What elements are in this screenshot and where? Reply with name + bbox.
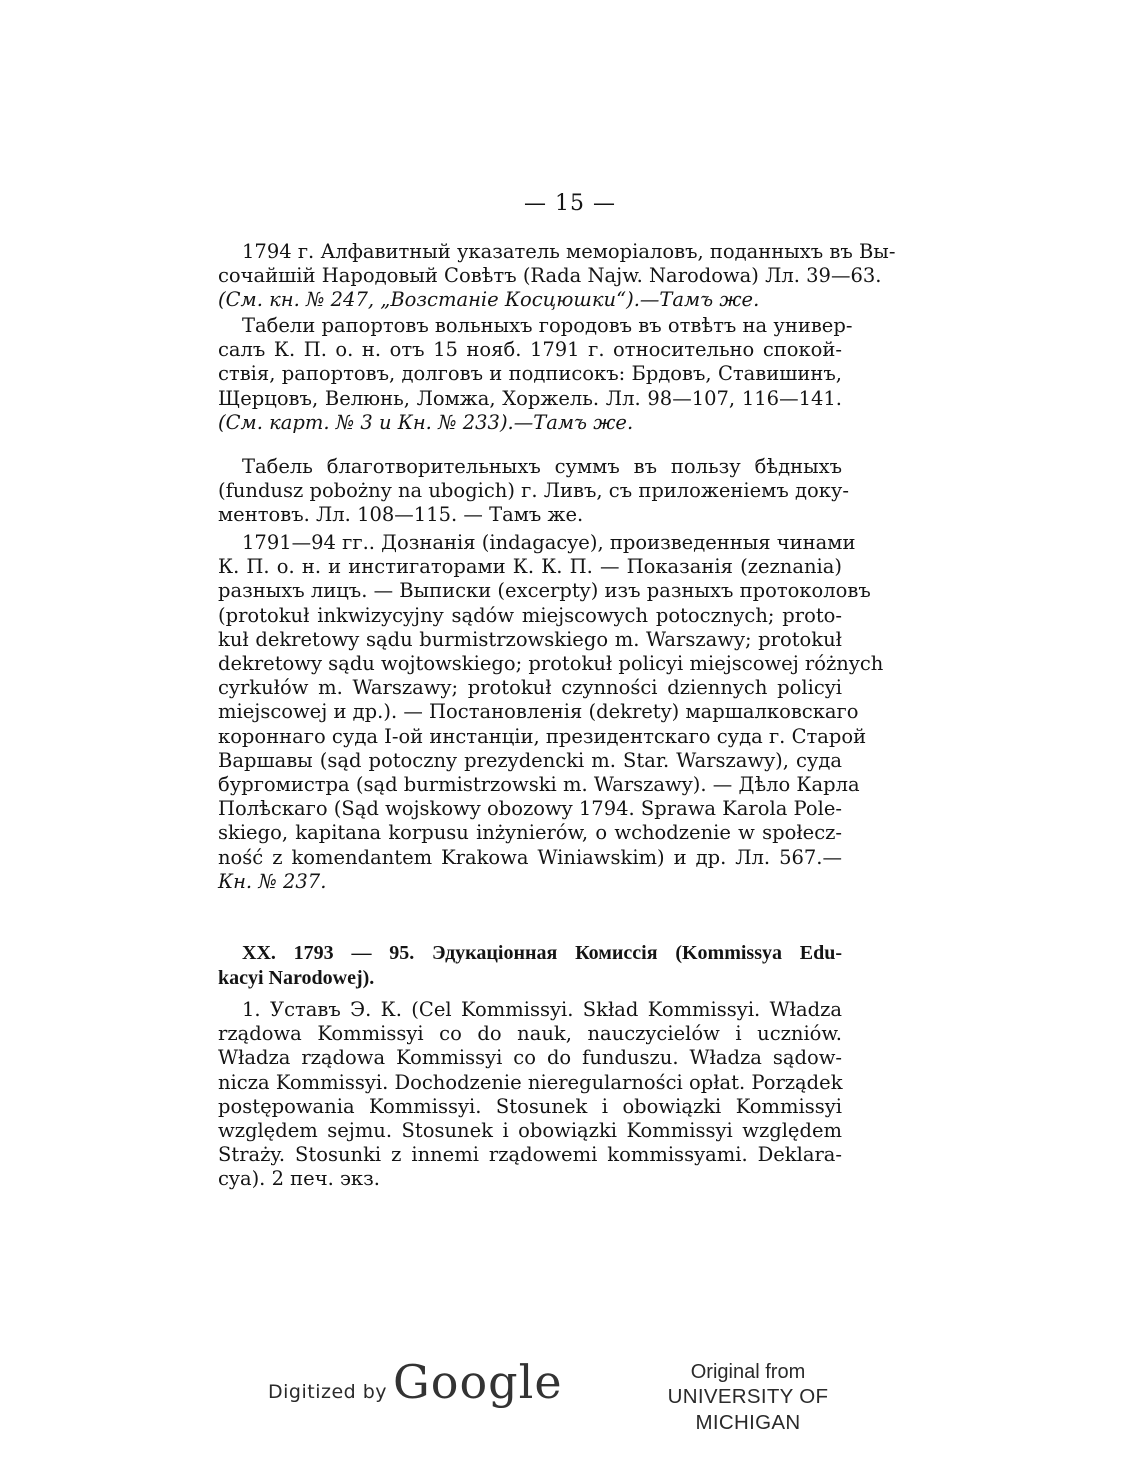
text-line: короннаго суда I-ой инстанціи, президентскаго суда г. Старой	[218, 724, 867, 748]
section-xx-heading	[218, 941, 842, 991]
text-line: względem sejmu. Stosunek i obowiązki Kommissyi względem	[218, 1119, 842, 1143]
text-line: ствія, рапортовъ, долговъ и подписокъ: Брдовъ, Ставишинъ,	[218, 362, 842, 386]
text-line: rządowa Kommissyi co do nauk, nauczycielów i uczniów.	[218, 1022, 842, 1046]
text-line: miejscowej и др.). — Постановленія (dekrety) маршалковскаго	[218, 700, 859, 724]
text-line: (protokuł inkwizycyjny sądów miejscowych potocznych; proto-	[218, 603, 842, 627]
text-line: 1794 г. Алфавитный указатель меморіаловъ, поданныхъ въ Вы-	[242, 240, 896, 263]
text-line: (fundusz pobożny na ubogich) г. Ливъ, съ приложеніемъ доку-	[218, 479, 849, 503]
text-line: nicza Kommissyi. Dochodzenie nieregularności opłat. Porządek	[218, 1070, 843, 1094]
text-line: Полѣскаго (Sąd wojskowy obozowy 1794. Sprawa Karola Pole-	[218, 797, 842, 821]
text-line: ność z komendantem Krakowa Winiawskim) и др. Лл. 567.—	[218, 845, 842, 869]
text-line: cya). 2 печ. экз.	[218, 1167, 380, 1191]
text-line: dekretowy sądu wojtowskiego; protokuł policyi miejscowej różnych	[218, 652, 884, 676]
text-line: (См. карт. № 3 и Кн. № 233).—Тамъ же.	[218, 410, 634, 434]
text-line: ментовъ. Лл. 108—115. — Тамъ же.	[218, 503, 584, 527]
digitized-label: Digitized by	[268, 1381, 388, 1403]
text-line: Табель благотворительныхъ суммъ въ пользу бѣдныхъ	[242, 455, 842, 478]
text-line: разныхъ лицъ. — Выписки (excerpty) изъ разныхъ протоколовъ	[218, 579, 871, 603]
text-line: skiego, kapitana korpusu inżynierów, o wchodzenie w społecz-	[218, 821, 842, 845]
original-from-label: Original from	[690, 1361, 806, 1383]
digitized-by-google-watermark	[268, 1355, 563, 1409]
text-line: 1791—94 гг.. Дознанія (indagacye), произведенныя чинами	[242, 531, 856, 554]
text-line: postępowania Kommissyi. Stosunek i obowiązki Kommissyi	[218, 1094, 842, 1118]
original-source-note	[628, 1360, 868, 1436]
text-line: 1. Уставъ Э. К. (Cel Kommissyi. Skład Kommissyi. Władza	[242, 998, 842, 1021]
entry-city-reports-tables	[218, 314, 853, 435]
text-line: сочайшій Народовый Совѣтъ (Rada Najw. Narodowa) Лл. 39—63.	[218, 264, 882, 288]
google-logo: Google	[393, 1355, 563, 1409]
text-line: бургомистра (sąd burmistrzowski m. Warszawy). — Дѣло Карла	[218, 773, 860, 797]
entry-charitable-funds-table	[218, 455, 849, 528]
text-line: Władza rządowa Kommissyi co do funduszu. Władza sądow-	[218, 1046, 842, 1070]
text-line: салъ К. П. о. н. отъ 15 нояб. 1791 г. относительно спокой-	[218, 338, 842, 362]
text-line: Straży. Stosunki z innemi rządowemi kommissyami. Deklara-	[218, 1143, 842, 1167]
page-number: — 15 —	[524, 191, 616, 216]
text-line: (См. кн. № 247, „Возстаніе Косцюшки“).—Тамъ же.	[218, 288, 760, 312]
text-line: Щерцовъ, Велюнь, Ломжа, Хоржель. Лл. 98—107, 116—141.	[218, 386, 842, 410]
entry-commission-statute	[218, 998, 842, 1192]
text-line: Варшавы (sąd potoczny prezydencki m. Star. Warszawy), суда	[218, 748, 842, 772]
text-line: kuł dekretowy sądu burmistrzowskiego m. Warszawy; protokuł	[218, 627, 842, 651]
entry-1794-alphabetical-index	[218, 240, 896, 313]
text-line: cyrkułów m. Warszawy; protokuł czynności dziennych policyi	[218, 676, 842, 700]
heading-line: kacyi Narodowej).	[218, 967, 375, 989]
text-line: Кн. № 237.	[218, 869, 327, 893]
text-line: Табели рапортовъ вольныхъ городовъ въ отвѣтъ на универ-	[242, 314, 853, 337]
institution-name: UNIVERSITY OF MICHIGAN	[667, 1385, 829, 1434]
entry-1791-94-inquiries	[218, 531, 884, 894]
heading-line: XX. 1793 — 95. Эдукаціонная Комиссія (Kommissya Edu-	[242, 942, 842, 964]
text-line: К. П. о. н. и инстигаторами К. К. П. — Показанія (zeznania)	[218, 555, 842, 579]
